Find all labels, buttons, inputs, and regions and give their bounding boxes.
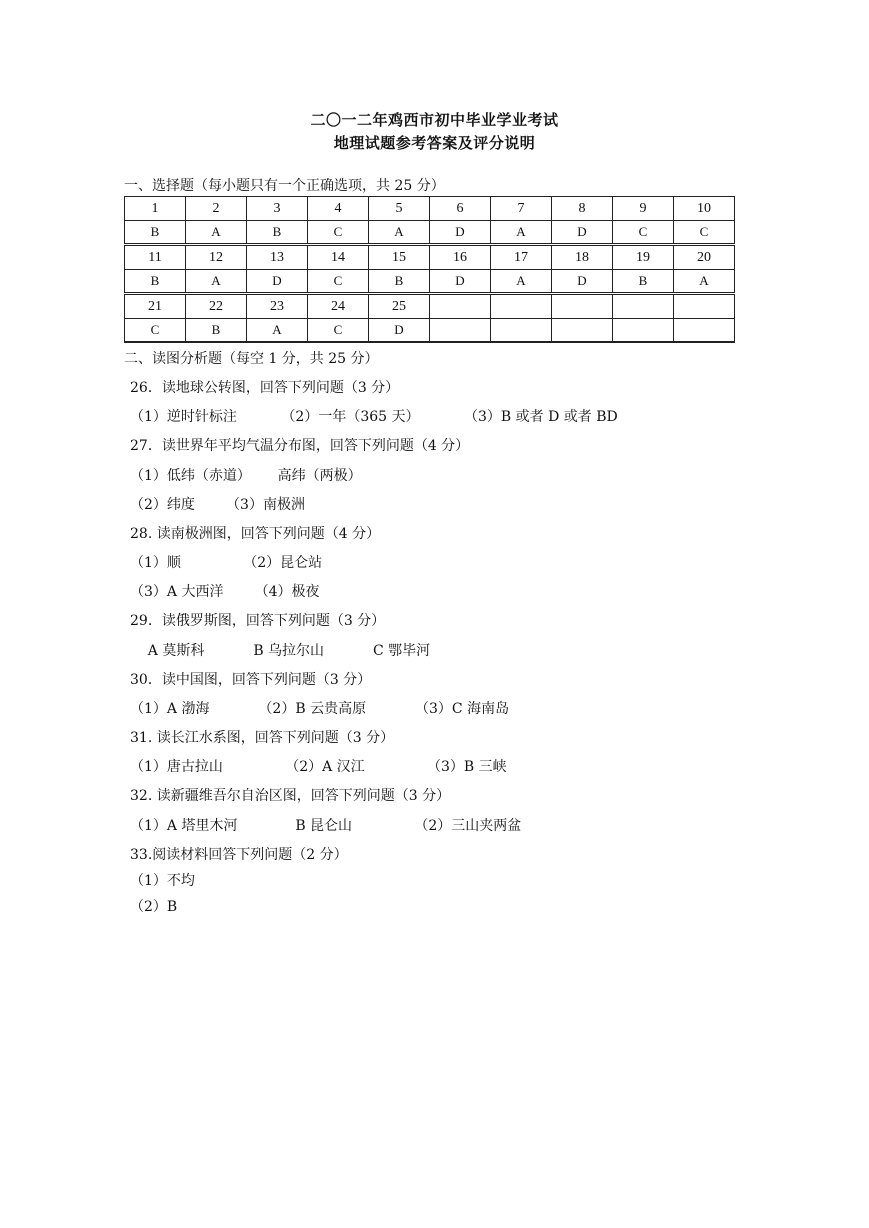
answer-cell: B	[247, 221, 308, 245]
answer-cell: D	[369, 319, 430, 343]
question-number-row	[125, 197, 735, 221]
answer-cell: C	[308, 319, 369, 343]
question-number-cell	[613, 294, 674, 319]
answer-cell	[613, 319, 674, 343]
q29-heading: 29．读俄罗斯图，回答下列问题（3 分）	[130, 613, 386, 629]
answer-cell: A	[247, 319, 308, 343]
question-number-cell: 11	[125, 245, 186, 270]
q27-answers-2: （2）纬度 （3）南极洲	[130, 497, 305, 513]
answer-cell: A	[186, 221, 247, 245]
answer-cell: D	[247, 270, 308, 294]
q29-answers: A 莫斯科 B 乌拉尔山 C 鄂毕河	[130, 643, 431, 659]
question-number-cell	[674, 294, 735, 319]
q31-heading: 31. 读长江水系图，回答下列问题（3 分）	[130, 730, 395, 746]
q28-answers-2: （3）A 大西洋 （4）极夜	[130, 584, 320, 600]
answer-cell	[491, 319, 552, 343]
q31-answers: （1）唐古拉山 （2）A 汉江 （3）B 三峡	[130, 759, 507, 775]
answer-cell: D	[552, 270, 613, 294]
question-number-cell: 23	[247, 294, 308, 319]
section-2-heading: 二、读图分析题（每空 1 分，共 25 分）	[124, 351, 379, 367]
question-number-cell	[491, 294, 552, 319]
answer-cell: B	[369, 270, 430, 294]
question-number-cell: 22	[186, 294, 247, 319]
q32-answers: （1）A 塔里木河 B 昆仑山 （2）三山夹两盆	[130, 818, 522, 834]
question-number-cell: 24	[308, 294, 369, 319]
section-1-heading: 一、选择题（每小题只有一个正确选项，共 25 分）	[124, 178, 445, 194]
answer-cell: D	[430, 270, 491, 294]
answer-cell	[552, 319, 613, 343]
answer-row	[125, 319, 735, 343]
q27-answers-1: （1）低纬（赤道） 高纬（两极）	[130, 468, 362, 484]
question-number-cell: 4	[308, 197, 369, 221]
question-number-cell: 10	[674, 197, 735, 221]
question-number-cell: 21	[125, 294, 186, 319]
answer-cell: B	[613, 270, 674, 294]
question-number-cell: 14	[308, 245, 369, 270]
question-number-cell: 6	[430, 197, 491, 221]
answer-cell: B	[125, 270, 186, 294]
question-number-cell: 13	[247, 245, 308, 270]
answer-cell: C	[613, 221, 674, 245]
question-number-cell	[430, 294, 491, 319]
answer-cell: D	[430, 221, 491, 245]
answer-cell: B	[186, 319, 247, 343]
question-number-cell: 17	[491, 245, 552, 270]
question-number-cell: 2	[186, 197, 247, 221]
q26-answers: （1）逆时针标注 （2）一年（365 天） （3）B 或者 D 或者 BD	[130, 409, 618, 425]
answer-cell	[674, 319, 735, 343]
question-number-cell: 25	[369, 294, 430, 319]
question-number-cell: 9	[613, 197, 674, 221]
answer-cell: C	[125, 319, 186, 343]
answer-table	[124, 196, 735, 343]
question-number-cell: 7	[491, 197, 552, 221]
question-number-cell	[552, 294, 613, 319]
question-number-cell: 8	[552, 197, 613, 221]
document-title: 二〇一二年鸡西市初中毕业学业考试	[310, 111, 559, 129]
answer-cell: C	[674, 221, 735, 245]
question-number-cell: 3	[247, 197, 308, 221]
answer-cell: C	[308, 270, 369, 294]
question-number-cell: 5	[369, 197, 430, 221]
document-subtitle: 地理试题参考答案及评分说明	[333, 134, 536, 152]
answer-row	[125, 221, 735, 245]
q30-heading: 30．读中国图，回答下列问题（3 分）	[130, 672, 372, 688]
question-number-cell: 18	[552, 245, 613, 270]
question-number-row	[125, 245, 735, 270]
answer-cell	[430, 319, 491, 343]
question-number-cell: 19	[613, 245, 674, 270]
question-number-cell: 20	[674, 245, 735, 270]
answer-cell: D	[552, 221, 613, 245]
q33-answer-2: （2）B	[130, 899, 178, 915]
answer-cell: A	[186, 270, 247, 294]
question-number-cell: 16	[430, 245, 491, 270]
question-number-cell: 1	[125, 197, 186, 221]
q32-heading: 32. 读新疆维吾尔自治区图，回答下列问题（3 分）	[130, 788, 451, 804]
q28-heading: 28. 读南极洲图，回答下列问题（4 分）	[130, 526, 381, 542]
answer-cell: C	[308, 221, 369, 245]
answer-row	[125, 270, 735, 294]
q30-answers: （1）A 渤海 （2）B 云贵高原 （3）C 海南岛	[130, 701, 510, 717]
q33-answer-1: （1）不均	[130, 873, 195, 889]
q33-heading: 33.阅读材料回答下列问题（2 分）	[130, 847, 348, 863]
answer-cell: A	[491, 221, 552, 245]
q26-heading: 26．读地球公转图，回答下列问题（3 分）	[130, 380, 400, 396]
q28-answers-1: （1）顺 （2）昆仑站	[130, 555, 323, 571]
question-number-cell: 12	[186, 245, 247, 270]
answer-cell: A	[369, 221, 430, 245]
q27-heading: 27．读世界年平均气温分布图，回答下列问题（4 分）	[130, 438, 470, 454]
answer-cell: A	[674, 270, 735, 294]
question-number-row	[125, 294, 735, 319]
answer-cell: A	[491, 270, 552, 294]
answer-cell: B	[125, 221, 186, 245]
question-number-cell: 15	[369, 245, 430, 270]
